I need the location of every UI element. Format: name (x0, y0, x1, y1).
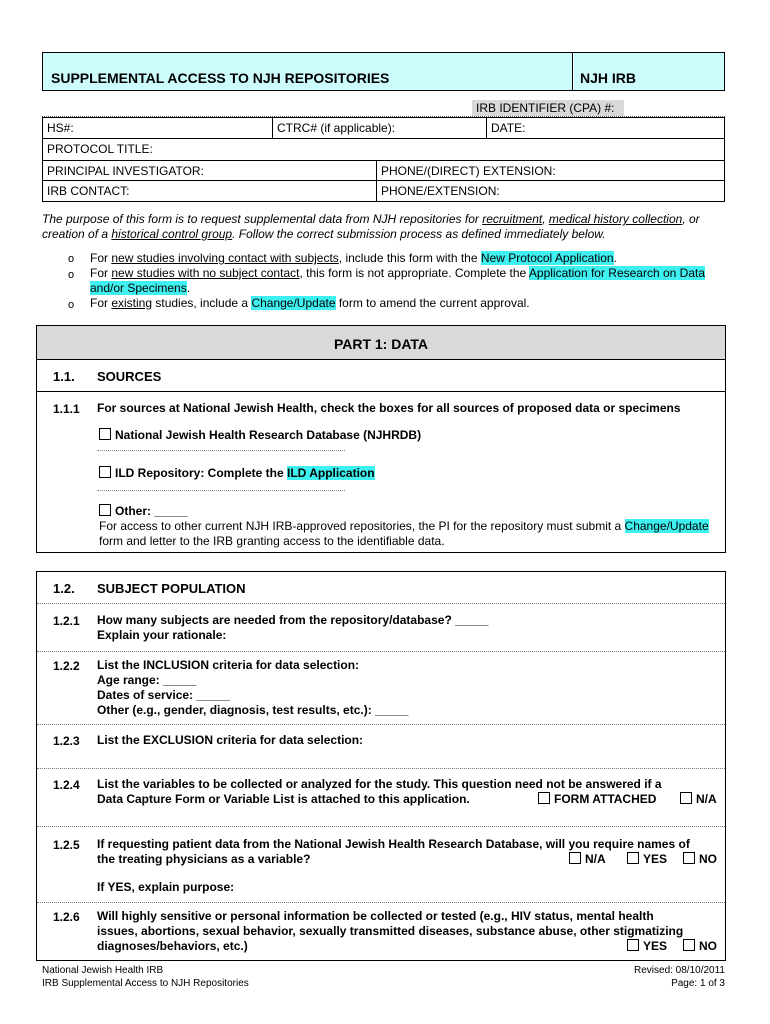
q123: List the EXCLUSION criteria for data selection: (97, 733, 364, 747)
change-update-link[interactable]: Change/Update (624, 519, 709, 533)
pi-field[interactable]: PRINCIPAL INVESTIGATOR: (42, 160, 377, 181)
footer-left: National Jewish Health IRB IRB Supplemental Access to NJH Repositories (42, 965, 249, 989)
separator (97, 490, 345, 491)
bullet-new-studies-contact: For new studies involving contact with subjects, include this form with the New Protocol Application. (90, 251, 617, 265)
part1-header (37, 326, 725, 360)
separator (37, 902, 725, 903)
section-1-2-title: SUBJECT POPULATION (97, 581, 246, 596)
change-update-link[interactable]: Change/Update (251, 296, 336, 310)
checkbox[interactable] (569, 852, 581, 864)
form-attached-option[interactable]: FORM ATTACHED (538, 792, 656, 806)
separator (37, 651, 725, 652)
org-name: NJH IRB (580, 70, 637, 86)
checkbox[interactable] (627, 939, 639, 951)
date-field[interactable]: DATE: (486, 117, 725, 139)
q126-no-option[interactable]: NO (683, 939, 717, 953)
checkbox[interactable] (627, 852, 639, 864)
section-1-2-box: 1.2. SUBJECT POPULATION 1.2.1 How many subjects are needed from the repository/database? _____ Explain your rationale: 1.2.2 List the INCLUSION criteria for data selection: Age range: _____ Dates of service: _____ Other (e.g., gender, diagnosis, test results, etc.): _____ 1.2.3 List the EXCLUSION criteria for data selection: 1.2.4 List the variables to be collected or analyzed for the study. This question need not be answered if a Data Capture Form or Variable List is attached to this application. FORM ATTACHED N/A 1.2.5 If requesting patient data from the National Jewish Health Research Database, will you require names of the treating physicians as a variable? N/A YES NO If YES, explain purpose: 1.2.6 Will highly sensitive or personal information be collected or tested (e.g., HIV status, mental health issues, abortions, sexual behavior, sexually transmitted diseases, substance abuse, other stigmatizing diagnoses/behaviors, etc.) YES NO (36, 571, 726, 961)
checkbox[interactable] (99, 504, 111, 516)
checkbox[interactable] (99, 428, 111, 440)
section-1-2-header: 1.2. SUBJECT POPULATION (37, 572, 725, 604)
section-1-1-title: SOURCES (97, 369, 162, 384)
source-njhrdb[interactable]: National Jewish Health Research Database (NJHRDB) (99, 428, 421, 442)
separator (97, 450, 345, 451)
footer-right: Revised: 08/10/2011 Page: 1 of 3 (634, 965, 725, 989)
form-header (42, 52, 725, 91)
q125: If requesting patient data from the National Jewish Health Research Database, will you require names of the treating physicians as a variable? (97, 837, 690, 866)
pi-phone-field[interactable]: PHONE/(DIRECT) EXTENSION: (376, 160, 725, 181)
section-1-1-header: 1.1. SOURCES (37, 361, 725, 392)
other-note: For access to other current NJH IRB-approved repositories, the PI for the repository must submit a Change/Update form and letter to the IRB granting access to the identifiable data. (99, 519, 709, 548)
checkbox[interactable] (538, 792, 550, 804)
na-option[interactable]: N/A (680, 792, 717, 806)
bullet-marker: o (68, 253, 75, 265)
bullet-marker: o (68, 269, 75, 281)
q122: List the INCLUSION criteria for data selection: Age range: _____ Dates of service: _____ Other (e.g., gender, diagnosis, test results, etc.): _____ (97, 658, 409, 717)
q126-yes-option[interactable]: YES (627, 939, 667, 953)
application-research-data-link[interactable]: Application for Research on Data and/or Specimens (90, 266, 706, 295)
irb-identifier-label: IRB IDENTIFIER (CPA) #: (476, 101, 615, 115)
bullet-new-studies-no-contact: For new studies with no subject contact, this form is not appropriate. Complete the Application for Research on Data and/or Specimens. (90, 266, 706, 295)
intro-paragraph: The purpose of this form is to request supplemental data from NJH repositories for recruitment, medical history collection, or creation of a historical control group. Follow the correct submission process as defined immediately below. (42, 212, 700, 241)
ild-application-link[interactable]: ILD Application (287, 466, 375, 480)
q111-text: For sources at National Jewish Health, check the boxes for all sources of proposed data or specimens (97, 401, 681, 415)
irb-contact-field[interactable]: IRB CONTACT: (42, 180, 377, 202)
separator (37, 768, 725, 769)
hs-field[interactable]: HS#: (42, 117, 273, 139)
q124: List the variables to be collected or analyzed for the study. This question need not be answered if a Data Capture Form or Variable List is attached to this application. (97, 777, 662, 806)
bullet-marker: o (68, 299, 75, 311)
part1-title: PART 1: DATA (333, 336, 429, 352)
org-cell (574, 53, 724, 90)
q125-yes-option[interactable]: YES (627, 852, 667, 866)
source-ild[interactable]: ILD Repository: Complete the ILD Application (99, 466, 375, 480)
protocol-title-field[interactable]: PROTOCOL TITLE: (42, 138, 725, 161)
form-title-cell (43, 53, 573, 90)
bullet-existing-studies: For existing studies, include a Change/Update form to amend the current approval. (90, 296, 530, 310)
q125-na-option[interactable]: N/A (569, 852, 606, 866)
checkbox[interactable] (99, 466, 111, 478)
q126: Will highly sensitive or personal information be collected or tested (e.g., HIV status, mental health issues, abortions, sexual behavior, sexually transmitted diseases, substance abuse, other stigmatizing diagnoses/behaviors, etc.) (97, 909, 684, 953)
q121: How many subjects are needed from the repository/database? _____ Explain your rationale: (97, 613, 489, 642)
contact-phone-field[interactable]: PHONE/EXTENSION: (376, 180, 725, 202)
separator (37, 724, 725, 725)
checkbox[interactable] (680, 792, 692, 804)
source-other[interactable]: Other: _____ (99, 504, 188, 518)
part1-box: PART 1: DATA 1.1. SOURCES 1.1.1 For sources at National Jewish Health, check the boxes for all sources of proposed data or specimens National Jewish Health Research Database (NJHRDB) ILD Repository: Complete the ILD Application Other: _____ For access to other current NJH IRB-approved repositories, the PI for the repository must submit a Change/Update form and letter to the IRB granting access to the identifiable data. (36, 325, 726, 553)
ctrc-field[interactable]: CTRC# (if applicable): (272, 117, 487, 139)
q125-no-option[interactable]: NO (683, 852, 717, 866)
form-title: SUPPLEMENTAL ACCESS TO NJH REPOSITORIES (51, 70, 390, 86)
new-protocol-application-link[interactable]: New Protocol Application (480, 251, 614, 265)
checkbox[interactable] (683, 852, 695, 864)
q125-explain: If YES, explain purpose: (97, 880, 235, 894)
separator (37, 826, 725, 827)
checkbox[interactable] (683, 939, 695, 951)
